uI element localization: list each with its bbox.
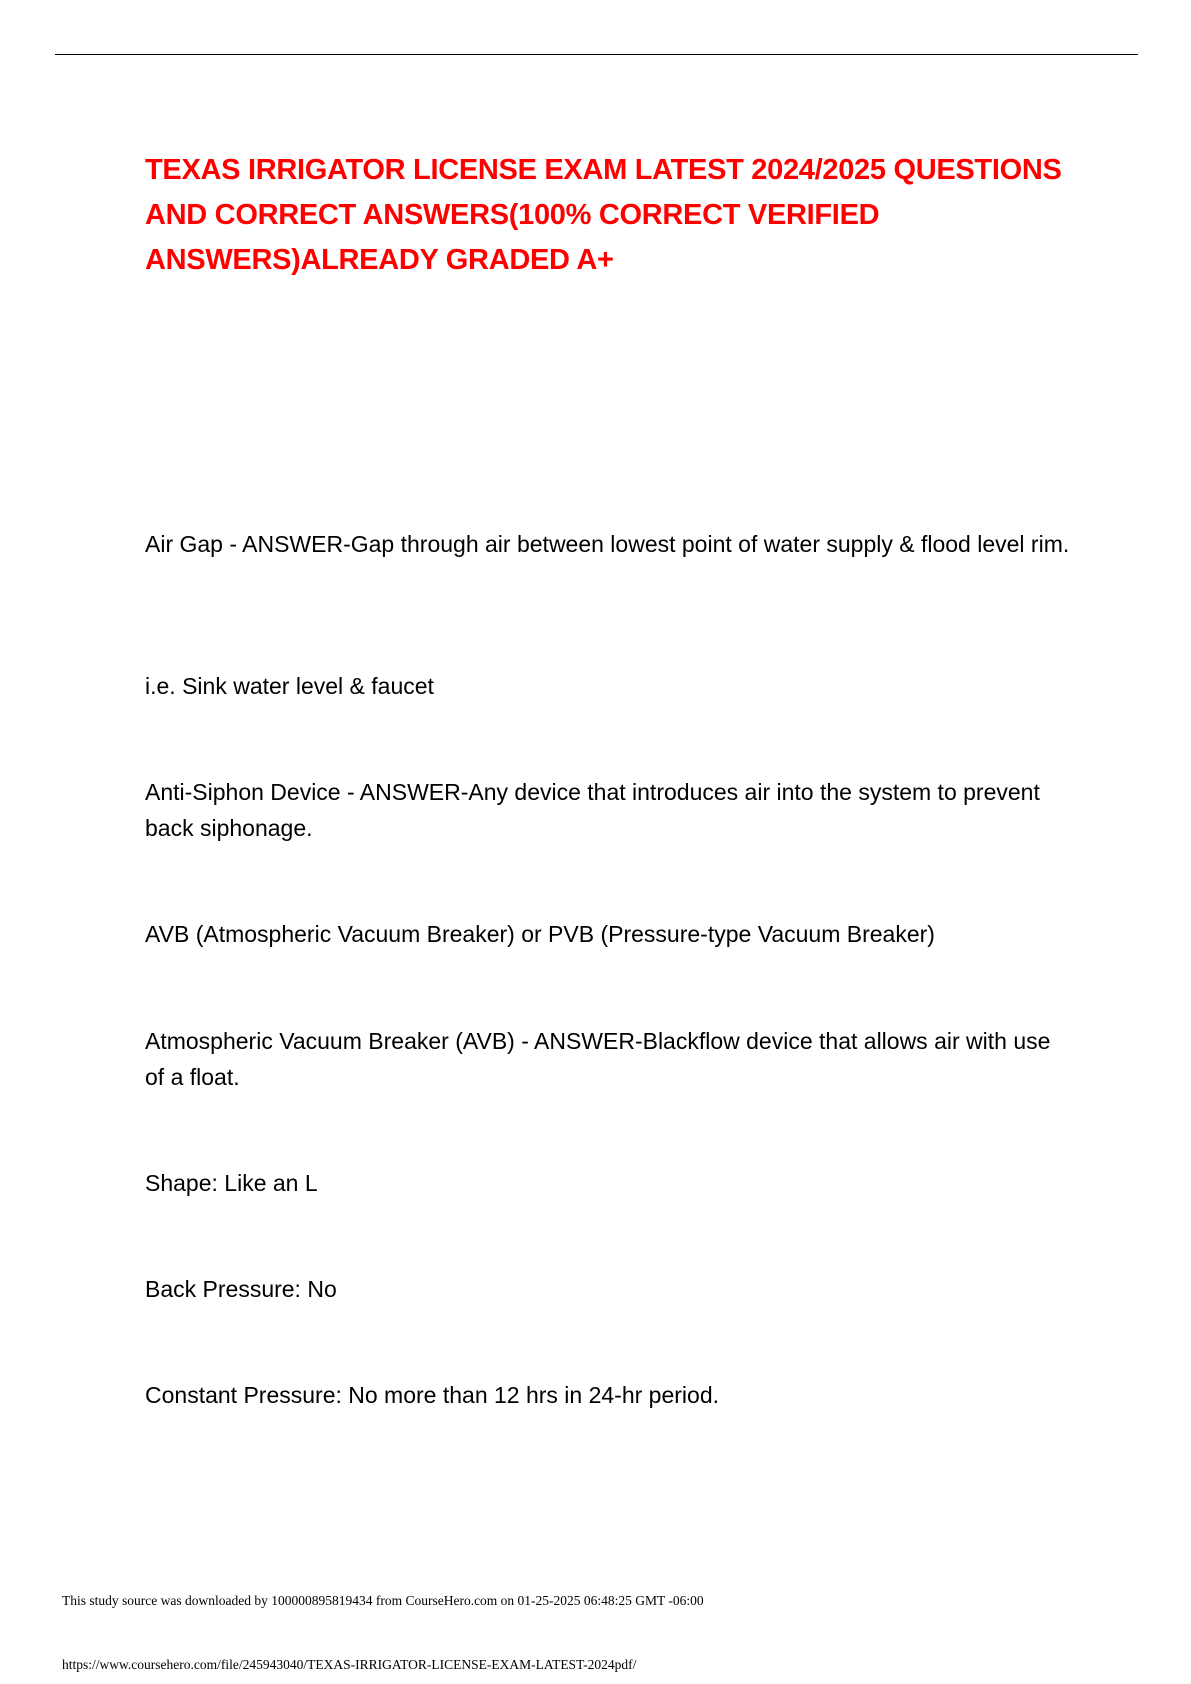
- footer-url[interactable]: https://www.coursehero.com/file/245943040/TEXAS-IRRIGATOR-LICENSE-EXAM-LATEST-2024pdf/: [62, 1657, 637, 1672]
- paragraph-anti-siphon-device: Anti-Siphon Device - ANSWER-Any device that introduces air into the system to prevent back siphonage.: [145, 779, 1040, 841]
- header-divider: [55, 54, 1138, 55]
- paragraph-atmospheric-vacuum-breaker: Atmospheric Vacuum Breaker (AVB) - ANSWER-Blackflow device that allows air with use of a float.: [145, 1028, 1051, 1090]
- paragraph-avb-or-pvb: AVB (Atmospheric Vacuum Breaker) or PVB (Pressure-type Vacuum Breaker): [145, 921, 935, 947]
- paragraph-air-gap-example: i.e. Sink water level & faucet: [145, 673, 434, 699]
- paragraph-constant-pressure: Constant Pressure: No more than 12 hrs in 24-hr period.: [145, 1382, 720, 1408]
- document-title: TEXAS IRRIGATOR LICENSE EXAM LATEST 2024/2025 QUESTIONS AND CORRECT ANSWERS(100% CORRECT VERIFIED ANSWERS)ALREADY GRADED A+: [145, 154, 1062, 276]
- paragraph-air-gap: Air Gap - ANSWER-Gap through air between lowest point of water supply & flood level rim.: [145, 531, 1070, 557]
- paragraph-shape: Shape: Like an L: [145, 1170, 318, 1196]
- paragraph-back-pressure: Back Pressure: No: [145, 1276, 337, 1302]
- footer-source-notice: This study source was downloaded by 100000895819434 from CourseHero.com on 01-25-2025 06:48:25 GMT -06:00: [62, 1593, 704, 1608]
